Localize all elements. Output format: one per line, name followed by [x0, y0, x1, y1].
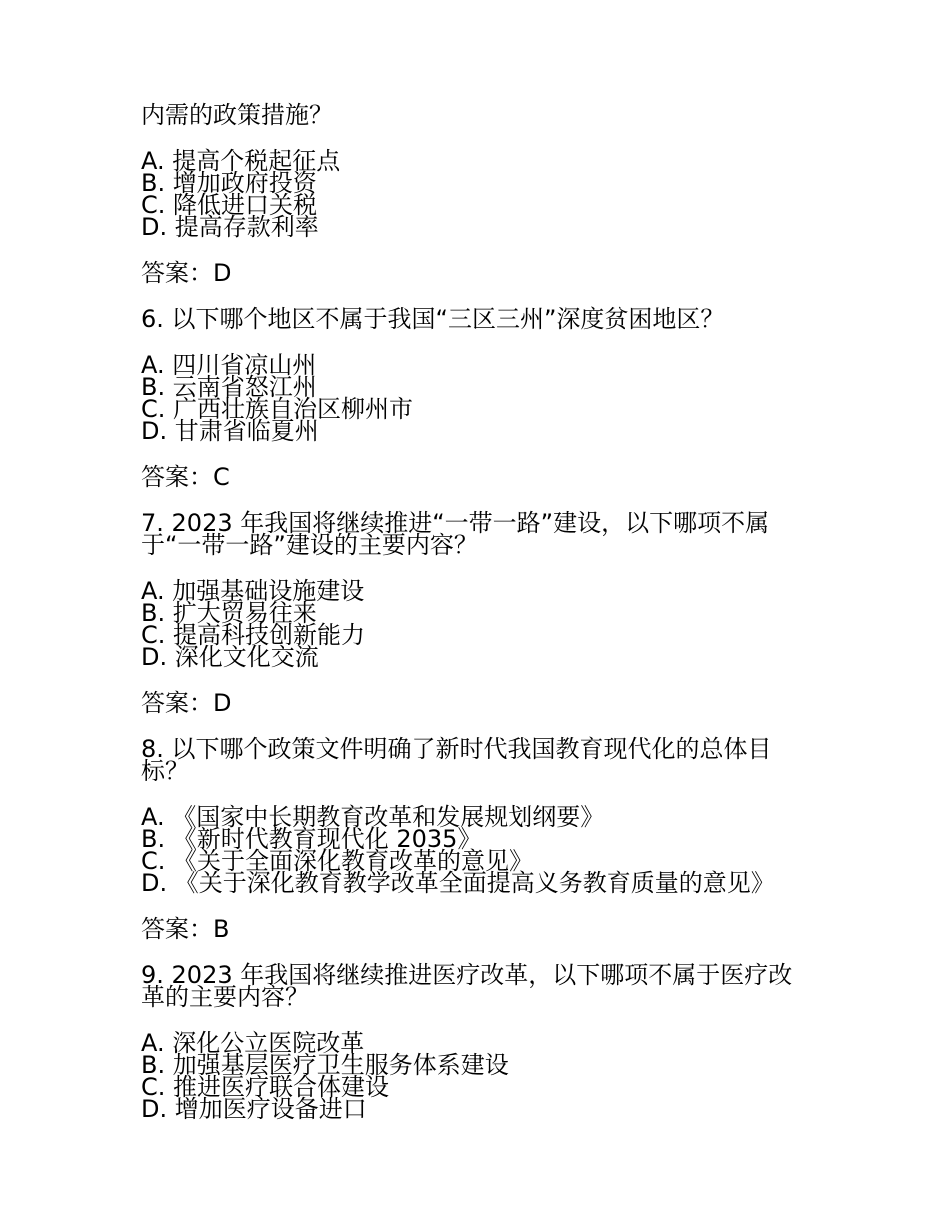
option-c: C. 推进医疗联合体建设	[141, 1073, 390, 1101]
question-8-options	[141, 803, 821, 897]
option-a: A. 四川省凉山州	[141, 351, 317, 379]
option-d: D. 增加医疗设备进口	[141, 1095, 367, 1123]
question-7-line-2: 于“一带一路”建设的主要内容？	[141, 531, 478, 559]
option-a: A. 深化公立医院改革	[141, 1029, 365, 1057]
answer-5: 答案：D	[141, 259, 232, 287]
option-d: D. 《关于深化教育教学改革全面提高义务教育质量的意见》	[141, 869, 775, 897]
option-b: B. 增加政府投资	[141, 169, 317, 197]
option-c: C. 提高科技创新能力	[141, 621, 366, 649]
option-a: A. 提高个税起征点	[141, 147, 341, 175]
option-a: A. 《国家中长期教育改革和发展规划纲要》	[141, 803, 605, 831]
answer-7: 答案：D	[141, 689, 232, 717]
question-5-tail: 内需的政策措施？	[141, 101, 333, 129]
question-9-line-2: 革的主要内容？	[141, 983, 309, 1011]
option-b: B. 云南省怒江州	[141, 373, 317, 401]
option-b: B. 加强基层医疗卫生服务体系建设	[141, 1051, 509, 1079]
option-a: A. 加强基础设施建设	[141, 577, 365, 605]
document-page	[141, 101, 821, 1123]
question-6: 6. 以下哪个地区不属于我国“三区三州”深度贫困地区？	[141, 305, 725, 333]
question-6-options	[141, 351, 821, 445]
question-7-options	[141, 577, 821, 671]
option-c: C. 降低进口关税	[141, 191, 318, 219]
option-d: D. 深化文化交流	[141, 643, 319, 671]
question-8-line-2: 标？	[141, 757, 189, 785]
option-b: B. 《新时代教育现代化 2035》	[141, 825, 482, 853]
option-d: D. 提高存款利率	[141, 213, 319, 241]
option-c: C. 《关于全面深化教育改革的意见》	[141, 847, 534, 875]
answer-8: 答案：B	[141, 915, 230, 943]
option-c: C. 广西壮族自治区柳州市	[141, 395, 414, 423]
answer-6: 答案：C	[141, 463, 230, 491]
question-5-options	[141, 147, 821, 241]
question-7-line-1: 7. 2023 年我国将继续推进“一带一路”建设，以下哪项不属	[141, 509, 770, 537]
option-b: B. 扩大贸易往来	[141, 599, 317, 627]
question-9-line-1: 9. 2023 年我国将继续推进医疗改革，以下哪项不属于医疗改	[141, 961, 793, 989]
question-9-options	[141, 1029, 821, 1123]
question-8-line-1: 8. 以下哪个政策文件明确了新时代我国教育现代化的总体目	[141, 735, 772, 763]
option-d: D. 甘肃省临夏州	[141, 417, 319, 445]
